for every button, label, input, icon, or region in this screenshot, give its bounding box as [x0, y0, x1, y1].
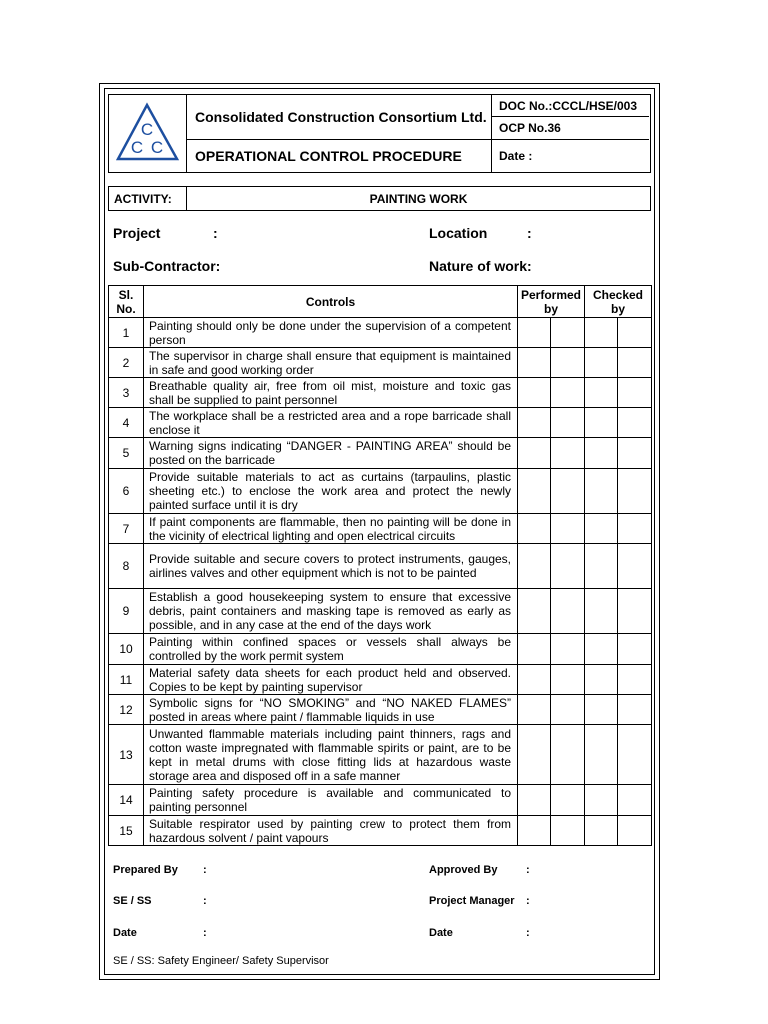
activity-label: ACTIVITY: — [114, 191, 172, 206]
performed-cell[interactable] — [518, 469, 551, 514]
performed-cell[interactable] — [551, 318, 585, 348]
control-text: Provide suitable and secure covers to protect instruments, gauges, airlines valves and other equipment which is not to be painted — [144, 544, 518, 589]
table-row — [109, 438, 652, 469]
table-row — [109, 318, 652, 348]
checked-cell[interactable] — [618, 785, 652, 816]
table-header-row — [109, 286, 652, 318]
table-row — [109, 695, 652, 725]
table-row — [109, 348, 652, 378]
control-text: If paint components are flammable, then no painting will be done in the vicinity of electrical lighting and open electrical circuits — [144, 514, 518, 544]
date-right-colon: : — [526, 927, 530, 939]
date-cell — [491, 140, 649, 172]
performed-cell[interactable] — [518, 544, 551, 589]
checked-cell[interactable] — [585, 408, 618, 438]
checked-cell[interactable] — [618, 408, 652, 438]
table-row — [109, 544, 652, 589]
controls-header: Controls — [144, 286, 518, 318]
row-number: 13 — [109, 725, 144, 785]
logo-letter-left: C — [130, 138, 144, 157]
table-row — [109, 469, 652, 514]
performed-cell[interactable] — [551, 544, 585, 589]
checked-cell[interactable] — [585, 695, 618, 725]
checked-cell[interactable] — [618, 378, 652, 408]
row-number: 12 — [109, 695, 144, 725]
doc-no-cell — [491, 95, 649, 117]
performed-cell[interactable] — [551, 438, 585, 469]
date-right-label: Date — [429, 927, 453, 939]
checked-cell[interactable] — [618, 589, 652, 634]
checked-cell[interactable] — [585, 438, 618, 469]
performed-cell[interactable] — [518, 634, 551, 665]
se-ss-label: SE / SS — [113, 895, 152, 907]
performed-cell[interactable] — [518, 785, 551, 816]
performed-cell[interactable] — [551, 695, 585, 725]
performed-cell[interactable] — [551, 378, 585, 408]
checked-cell[interactable] — [585, 378, 618, 408]
checked-cell[interactable] — [585, 785, 618, 816]
table-row — [109, 816, 652, 846]
performed-cell[interactable] — [551, 634, 585, 665]
performed-cell[interactable] — [551, 589, 585, 634]
approved-by-colon: : — [526, 864, 530, 876]
performed-cell[interactable] — [551, 725, 585, 785]
controls-table — [108, 285, 652, 846]
control-text: Unwanted flammable materials including paint thinners, rags and cotton waste impregnated with flammable spirits or paint, are to be kept in metal drums with close fitting lids at hazardous waste storage area and disposed off in a safe manner — [144, 725, 518, 785]
logo-letter-right: C — [150, 138, 164, 157]
checked-cell[interactable] — [585, 514, 618, 544]
performed-cell[interactable] — [551, 665, 585, 695]
project-manager-label: Project Manager — [429, 895, 515, 907]
signature-section — [108, 850, 651, 975]
project-label: Project — [113, 225, 161, 241]
row-number: 8 — [109, 544, 144, 589]
header-block — [108, 94, 651, 173]
performed-cell[interactable] — [518, 589, 551, 634]
company-name: Consolidated Construction Consortium Ltd. — [195, 109, 487, 125]
ocp-no-cell — [491, 117, 649, 140]
row-number: 10 — [109, 634, 144, 665]
row-number: 1 — [109, 318, 144, 348]
control-text: The workplace shall be a restricted area and a rope barricade shall enclose it — [144, 408, 518, 438]
performed-cell[interactable] — [518, 725, 551, 785]
control-text: Painting safety procedure is available and communicated to painting personnel — [144, 785, 518, 816]
row-number: 3 — [109, 378, 144, 408]
table-row — [109, 514, 652, 544]
performed-cell[interactable] — [518, 695, 551, 725]
company-logo — [109, 95, 187, 172]
performed-cell[interactable] — [551, 408, 585, 438]
prepared-by-label: Prepared By — [113, 864, 178, 876]
row-number: 2 — [109, 348, 144, 378]
control-text: Painting within confined spaces or vessels shall always be controlled by the work permit system — [144, 634, 518, 665]
project-colon: : — [213, 225, 218, 241]
control-text: The supervisor in charge shall ensure that equipment is maintained in safe and good working order — [144, 348, 518, 378]
sl-no-header: Sl. No. — [109, 286, 144, 318]
subcontractor-label: Sub-Contractor: — [113, 258, 221, 274]
checked-cell[interactable] — [618, 469, 652, 514]
ocp-no: OCP No.36 — [499, 121, 561, 135]
approved-by-label: Approved By — [429, 864, 498, 876]
checked-cell[interactable] — [585, 589, 618, 634]
checked-cell[interactable] — [618, 665, 652, 695]
performed-cell[interactable] — [518, 378, 551, 408]
checked-cell[interactable] — [585, 318, 618, 348]
checked-cell[interactable] — [585, 348, 618, 378]
doc-no: DOC No.:CCCL/HSE/003 — [499, 98, 638, 113]
control-text: Painting should only be done under the supervision of a competent person — [144, 318, 518, 348]
abbreviation-note: SE / SS: Safety Engineer/ Safety Supervisor — [113, 955, 329, 967]
table-row — [109, 408, 652, 438]
checked-cell[interactable] — [618, 695, 652, 725]
prepared-by-colon: : — [203, 864, 207, 876]
checked-cell[interactable] — [618, 514, 652, 544]
location-colon: : — [527, 225, 532, 241]
checked-cell[interactable] — [618, 634, 652, 665]
control-text: Provide suitable materials to act as curtains (tarpaulins, plastic sheeting etc.) to enclose the work area and protect the newly painted surface until it is dry — [144, 469, 518, 514]
row-number: 15 — [109, 816, 144, 846]
date-left-colon: : — [203, 927, 207, 939]
date-label: Date : — [499, 149, 533, 163]
row-number: 9 — [109, 589, 144, 634]
checked-by-header: Checked by — [585, 286, 652, 318]
checked-cell[interactable] — [585, 544, 618, 589]
date-left-label: Date — [113, 927, 137, 939]
performed-by-header: Performed by — [518, 286, 585, 318]
row-number: 4 — [109, 408, 144, 438]
activity-label-cell — [109, 187, 187, 210]
performed-cell[interactable] — [551, 514, 585, 544]
performed-cell[interactable] — [518, 514, 551, 544]
performed-cell[interactable] — [518, 816, 551, 846]
checked-cell[interactable] — [618, 438, 652, 469]
performed-cell[interactable] — [518, 318, 551, 348]
project-manager-colon: : — [526, 895, 530, 907]
performed-cell[interactable] — [518, 665, 551, 695]
checked-cell[interactable] — [585, 469, 618, 514]
table-row — [109, 725, 652, 785]
checked-cell[interactable] — [618, 348, 652, 378]
se-ss-colon: : — [203, 895, 207, 907]
control-text: Suitable respirator used by painting crew to protect them from hazardous solvent / paint vapours — [144, 816, 518, 846]
performed-cell[interactable] — [551, 785, 585, 816]
row-number: 6 — [109, 469, 144, 514]
activity-row — [108, 186, 651, 211]
table-row — [109, 589, 652, 634]
activity-value: PAINTING WORK — [369, 191, 468, 206]
row-number: 5 — [109, 438, 144, 469]
table-row — [109, 785, 652, 816]
procedure-title-cell — [186, 140, 491, 172]
control-text: Material safety data sheets for each product held and observed. Copies to be kept by painting supervisor — [144, 665, 518, 695]
table-row — [109, 665, 652, 695]
checked-cell[interactable] — [585, 725, 618, 785]
checked-cell[interactable] — [618, 816, 652, 846]
table-row — [109, 634, 652, 665]
procedure-title: OPERATIONAL CONTROL PROCEDURE — [195, 148, 462, 164]
control-text: Symbolic signs for “NO SMOKING” and “NO NAKED FLAMES” posted in areas where paint / flammable liquids in use — [144, 695, 518, 725]
performed-cell[interactable] — [518, 408, 551, 438]
checked-cell[interactable] — [585, 634, 618, 665]
performed-cell[interactable] — [518, 438, 551, 469]
control-text: Warning signs indicating “DANGER - PAINTING AREA” should be posted on the barricade — [144, 438, 518, 469]
control-text: Establish a good housekeeping system to ensure that excessive debris, paint containers and masking tape is removed as early as possible, and in any case at the end of the days work — [144, 589, 518, 634]
checked-cell[interactable] — [618, 544, 652, 589]
checked-cell[interactable] — [585, 665, 618, 695]
activity-value-cell — [187, 187, 650, 210]
company-name-cell — [186, 95, 491, 140]
table-row — [109, 378, 652, 408]
row-number: 11 — [109, 665, 144, 695]
performed-cell[interactable] — [551, 348, 585, 378]
logo-cell — [108, 95, 186, 172]
row-number: 7 — [109, 514, 144, 544]
performed-cell[interactable] — [551, 816, 585, 846]
nature-of-work-label: Nature of work: — [429, 258, 532, 274]
control-text: Breathable quality air, free from oil mist, moisture and toxic gas shall be supplied to paint personnel — [144, 378, 518, 408]
row-number: 14 — [109, 785, 144, 816]
logo-letter-top: C — [140, 120, 154, 139]
checked-cell[interactable] — [585, 816, 618, 846]
checked-cell[interactable] — [618, 725, 652, 785]
performed-cell[interactable] — [551, 469, 585, 514]
performed-cell[interactable] — [518, 348, 551, 378]
location-label: Location — [429, 225, 488, 241]
checked-cell[interactable] — [618, 318, 652, 348]
